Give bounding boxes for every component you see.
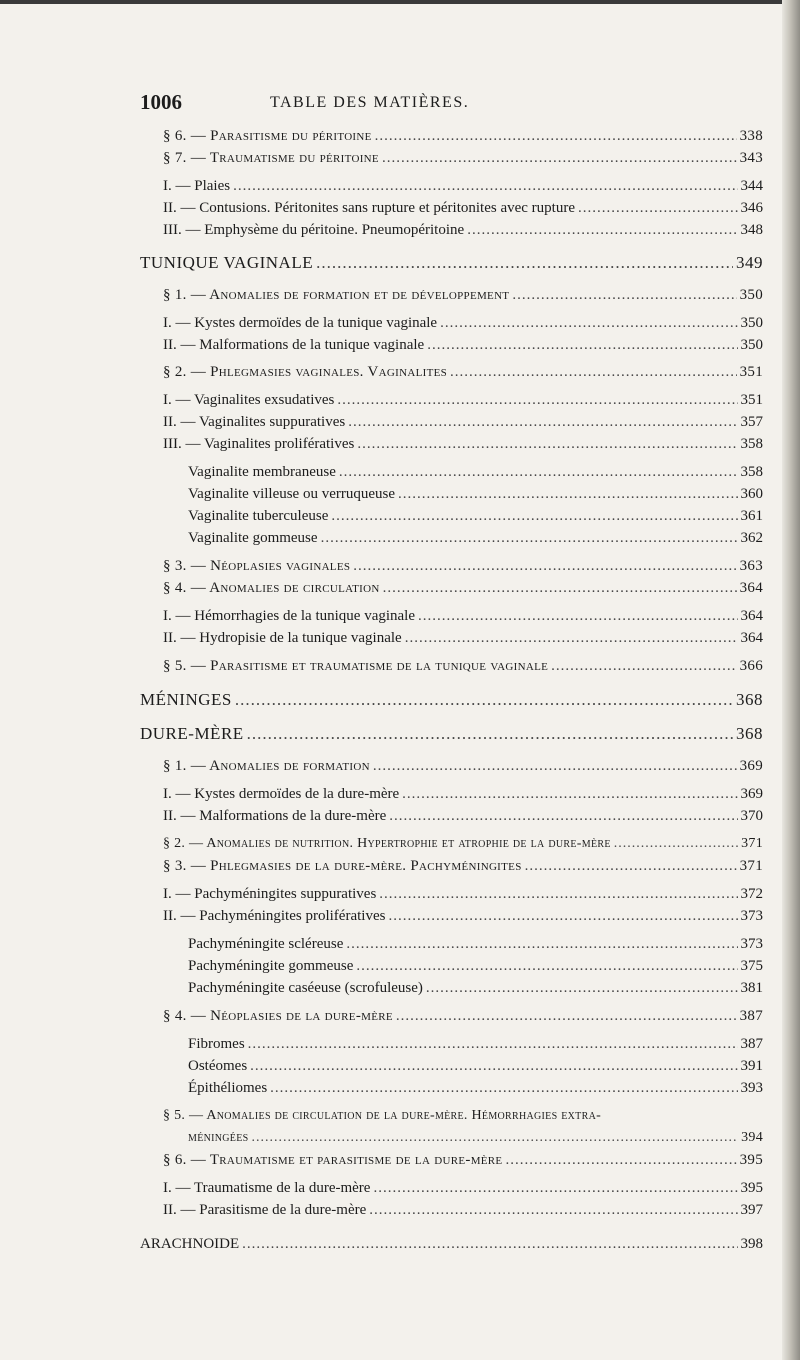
toc-entry: III. — Vaginalites prolifératives ..... 358 — [163, 436, 763, 456]
toc-entry: Vaginalite membraneuse ..... 358 — [188, 464, 763, 484]
toc-entry: II. — Vaginalites suppuratives ..... 357 — [163, 414, 763, 434]
toc-entry: I. — Vaginalites exsudatives ..... 351 — [163, 392, 763, 412]
toc-entry: Vaginalite gommeuse ..... 362 — [188, 530, 763, 550]
toc-entry: § 3. — Phlegmasies de la dure-mère. Pachyméningites ..... 371 — [163, 858, 763, 878]
toc-entry: II. — Pachyméningites prolifératives ..... 373 — [163, 908, 763, 928]
toc-entry: II. — Contusions. Péritonites sans rupture et péritonites avec rupture ..... 346 — [163, 200, 763, 220]
toc-entry: I. — Kystes dermoïdes de la dure-mère ..... 369 — [163, 786, 763, 806]
toc-entry: II. — Parasitisme de la dure-mère ..... 397 — [163, 1202, 763, 1222]
toc-entry: § 4. — Anomalies de circulation ..... 364 — [163, 580, 763, 600]
toc-entry: Vaginalite tuberculeuse ..... 361 — [188, 508, 763, 528]
running-head: TABLE DES MATIÈRES. — [270, 94, 470, 111]
toc-section-heading: ARACHNOIDE ..... 398 — [140, 1236, 763, 1256]
toc-section-heading: TUNIQUE VAGINALE ..... 349 — [140, 253, 763, 273]
toc-entry: § 3. — Néoplasies vaginales ..... 363 — [163, 558, 763, 578]
toc-entry: I. — Traumatisme de la dure-mère ..... 395 — [163, 1180, 763, 1200]
toc-entry: Ostéomes ..... 391 — [188, 1058, 763, 1078]
toc-entry: I. — Kystes dermoïdes de la tunique vaginale ..... 350 — [163, 315, 763, 335]
toc-entry: § 6. — Traumatisme et parasitisme de la dure-mère ..... 395 — [163, 1152, 763, 1172]
toc-section-heading: DURE-MÈRE ..... 368 — [140, 724, 763, 744]
toc-entry: I. — Pachyméningites suppuratives ..... 372 — [163, 886, 763, 906]
toc-entry: § 4. — Néoplasies de la dure-mère ..... 387 — [163, 1008, 763, 1028]
toc-entry: II. — Malformations de la tunique vaginale ..... 350 — [163, 337, 763, 357]
toc-entry: Vaginalite villeuse ou verruqueuse ..... 360 — [188, 486, 763, 506]
toc-entry: Fibromes ..... 387 — [188, 1036, 763, 1056]
page-number: 1006 — [140, 90, 182, 114]
toc-entry: § 2. — Phlegmasies vaginales. Vaginalites ..... 351 — [163, 364, 763, 384]
toc-entry: II. — Malformations de la dure-mère ..... 370 — [163, 808, 763, 828]
page-top-edge — [0, 0, 800, 4]
toc-entry: III. — Emphysème du péritoine. Pneumopéritoine ..... 348 — [163, 222, 763, 242]
toc-entry: Épithéliomes ..... 393 — [188, 1080, 763, 1100]
toc-entry: § 5. — Parasitisme et traumatisme de la tunique vaginale ..... 366 — [163, 658, 763, 678]
toc-entry: § 1. — Anomalies de formation et de développement ..... 350 — [163, 287, 763, 307]
toc-entry: Pachyméningite caséeuse (scrofuleuse) ..... 381 — [188, 980, 763, 1000]
toc-entry: § 1. — Anomalies de formation ..... 369 — [163, 758, 763, 778]
page-binding-edge — [782, 0, 800, 1360]
toc-entry: Pachyméningite gommeuse ..... 375 — [188, 958, 763, 978]
toc-entry: § 6. — Parasitisme du péritoine ..... 338 — [163, 128, 763, 148]
toc-entry: II. — Hydropisie de la tunique vaginale ..... 364 — [163, 630, 763, 650]
toc-entry: § 5. — Anomalies de circulation de la dure-mère. Hémorrhagies extra- — [163, 1108, 602, 1123]
page-header — [140, 90, 760, 116]
toc-entry: Pachyméningite scléreuse ..... 373 — [188, 936, 763, 956]
toc-entry: § 2. — Anomalies de nutrition. Hypertrophie et atrophie de la dure-mère ..... 371 — [163, 836, 763, 856]
toc-entry: I. — Hémorrhagies de la tunique vaginale ..... 364 — [163, 608, 763, 628]
toc-entry: méningées ..... 394 — [188, 1130, 763, 1150]
toc-entry: § 7. — Traumatisme du péritoine ..... 343 — [163, 150, 763, 170]
toc-section-heading: MÉNINGES ..... 368 — [140, 690, 763, 710]
toc-entry: I. — Plaies ..... 344 — [163, 178, 763, 198]
